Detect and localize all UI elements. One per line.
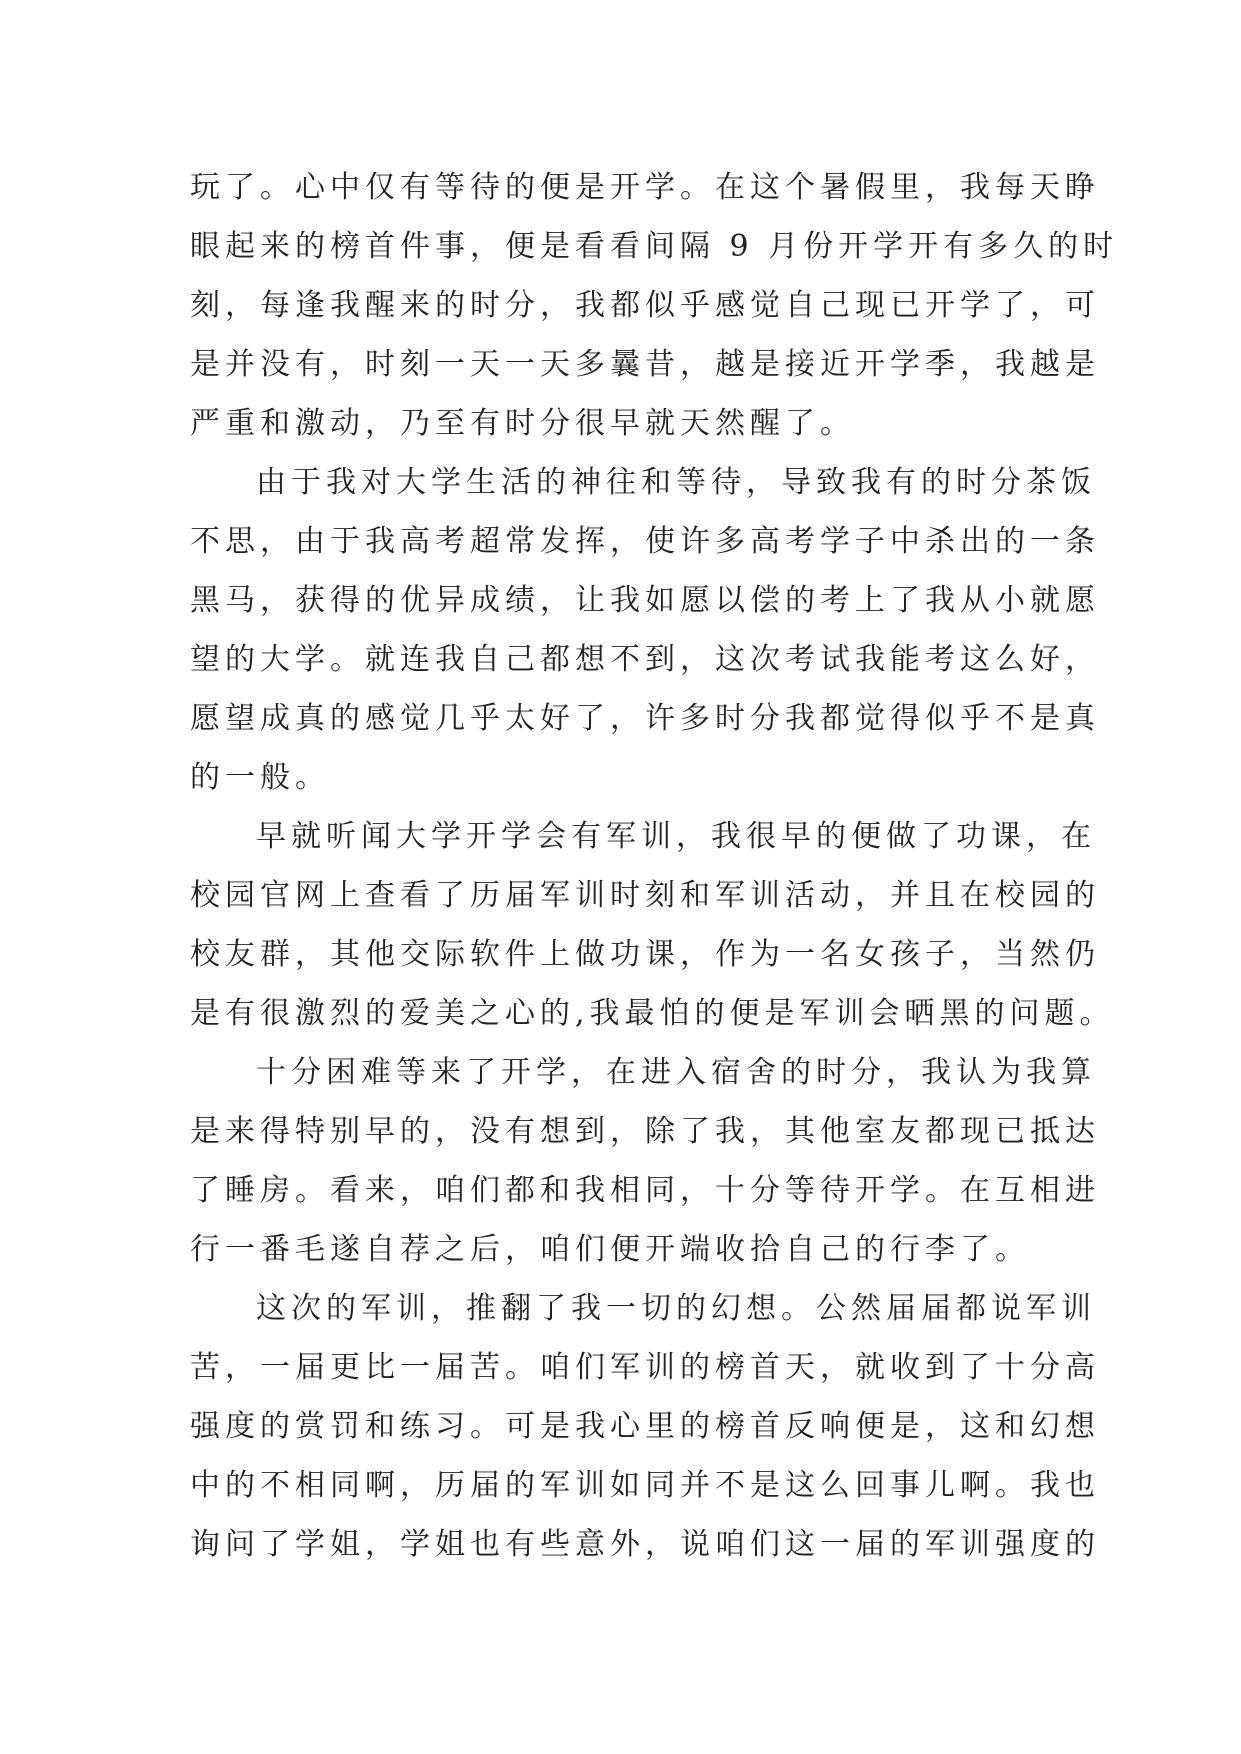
text-line: 刻，每逢我醒来的时分，我都似乎感觉自己现已开学了，可: [190, 288, 1100, 323]
paragraph-2: [190, 453, 1100, 807]
text-line: 校园官网上查看了历届军训时刻和军训活动，并且在校园的: [190, 878, 1100, 913]
text-line: 玩了。心中仅有等待的便是开学。在这个暑假里，我每天睁: [190, 170, 1100, 205]
text-line: 校友群，其他交际软件上做功课，作为一名女孩子，当然仍: [190, 937, 1100, 972]
text-line-indented: 早就听闻大学开学会有军训，我很早的便做了功课，在: [256, 819, 1096, 854]
text-line: 是并没有，时刻一天一天多曩昔，越是接近开学季，我越是: [190, 347, 1100, 382]
text-line-indented: 十分困难等来了开学，在进入宿舍的时分，我认为我算: [256, 1055, 1096, 1090]
text-line: 的一般。: [190, 760, 330, 795]
text-line: 黑马，获得的优异成绩，让我如愿以偿的考上了我从小就愿: [190, 583, 1100, 618]
document-body: [190, 158, 1119, 1574]
paragraph-4: [190, 1043, 1100, 1279]
text-line-indented: 由于我对大学生活的神往和等待，导致我有的时分茶饭: [256, 465, 1096, 500]
text-line: 询问了学姐，学姐也有些意外，说咱们这一届的军训强度的: [190, 1527, 1100, 1562]
text-line: 中的不相同啊，历届的军训如同并不是这么回事儿啊。我也: [190, 1468, 1100, 1503]
text-line: 行一番毛遂自荐之后，咱们便开端收拾自己的行李了。: [190, 1232, 1030, 1267]
text-line: 望的大学。就连我自己都想不到，这次考试我能考这么好，: [190, 642, 1100, 677]
text-line: 是有很激烈的爱美之心的,我最怕的便是军训会晒黑的问题。: [190, 996, 1115, 1031]
text-line: 不思，由于我高考超常发挥，使许多高考学子中杀出的一条: [190, 524, 1100, 559]
text-line-indented: 这次的军训，推翻了我一切的幻想。公然届届都说军训: [256, 1291, 1096, 1326]
text-line: 严重和激动，乃至有时分很早就天然醒了。: [190, 406, 855, 441]
paragraph-1: [190, 158, 1119, 453]
text-line: 强度的赏罚和练习。可是我心里的榜首反响便是，这和幻想: [190, 1409, 1100, 1444]
text-line: 是来得特别早的，没有想到，除了我，其他室友都现已抵达: [190, 1114, 1100, 1149]
text-line: 眼起来的榜首件事，便是看看间隔 9 月份开学开有多久的时: [190, 229, 1119, 264]
text-line: 愿望成真的感觉几乎太好了，许多时分我都觉得似乎不是真: [190, 701, 1100, 736]
paragraph-3: [190, 807, 1115, 1043]
paragraph-5: [190, 1279, 1100, 1574]
text-line: 苦，一届更比一届苦。咱们军训的榜首天，就收到了十分高: [190, 1350, 1100, 1385]
text-line: 了睡房。看来，咱们都和我相同，十分等待开学。在互相进: [190, 1173, 1100, 1208]
